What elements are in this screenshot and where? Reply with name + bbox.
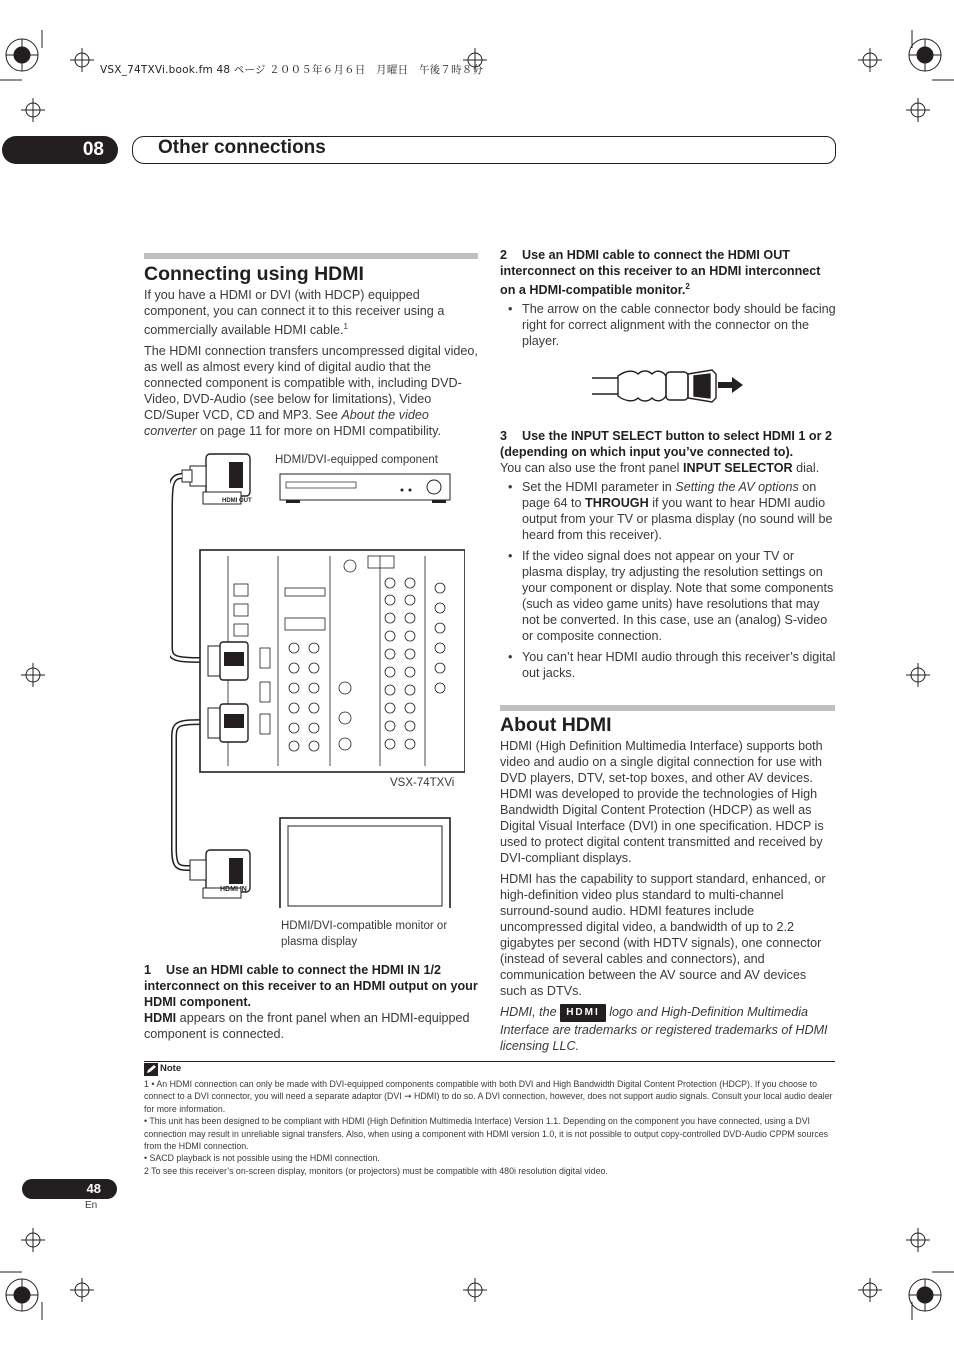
- hdmi-connection-diagram: [170, 448, 465, 908]
- hdmi-in-label: HDMI IN: [220, 886, 247, 893]
- crosshair-icon: [21, 663, 45, 687]
- section-heading-about-hdmi: About HDMI: [500, 714, 612, 736]
- note-line: • SACD playback is not possible using the HDMI connection.: [144, 1153, 380, 1164]
- list-item: • The arrow on the cable connector body should be facing right for correct alignment with the connector on the player.: [500, 301, 836, 349]
- hdmi-logo: HDMI: [560, 1004, 606, 1022]
- note-body: [144, 1078, 836, 1177]
- hdmi-cable-connector-illustration: [590, 352, 750, 422]
- corner-rosette-icon: [6, 1279, 38, 1311]
- about-paragraph-2: HDMI has the capability to support standard, enhanced, or high-definition video plus standard to multi-channel surround-sound audio. HDMI features include uncompressed digital video, a bandwidth of up to 2.2 gigabytes per second (with HDTV signals), one connector (instead of several cables and connectors), and communication between the AV source and AV devices such as DTVs.: [500, 872, 826, 998]
- about-hdmi-text: [500, 738, 836, 1059]
- step-3: [500, 428, 836, 686]
- step-2-title: 2 Use an HDMI cable to connect the HDMI OUT interconnect on this receiver to an HDMI interconnect on a HDMI-compatible monitor.$^2$: [500, 248, 821, 298]
- page-number: 48: [22, 1179, 117, 1199]
- crosshair-icon: [906, 98, 930, 122]
- crosshair-icon: [463, 1278, 487, 1302]
- corner-rosette-icon: [6, 39, 38, 71]
- list-item: • Set the HDMI parameter in Setting the AV options on page 64 to THROUGH if you want to hear HDMI audio output from your TV or plasma display (no sound will be heard from this receiver).: [500, 479, 836, 543]
- note-pencil-icon: [144, 1063, 158, 1076]
- note-line: 1 • An HDMI connection can only be made with DVI-equipped components compatible with both DVI and High Bandwidth Digital Content Protection (HDCP). If you choose to connect to a DVI connector, you will need a separate adaptor (DVI ➞ HDMI) to do so. A DVI connection, however, does not support audio signals. Consult your local audio dealer for more information.: [144, 1079, 833, 1114]
- step-1: [144, 962, 480, 1042]
- step-3-bullets: [500, 479, 836, 681]
- cross-reference: About the video converter: [144, 408, 429, 439]
- hdmi-in-plug-icon: [208, 642, 248, 680]
- intro-text: [144, 287, 480, 444]
- plasma-display-icon: [280, 818, 450, 908]
- note-title: Note: [160, 1063, 182, 1074]
- crosshair-icon: [70, 1278, 94, 1302]
- note-line: • This unit has been designed to be compliant with HDMI (High Definition Multimedia Interface) Version 1.1. Depending on the component you have connected, using a DVI connection may result in unreliable signal transfers. Also, when using a component with HDMI version 1.0, it is not possible to output copy-controlled DVD-Audio CPPM sources from the HDMI connection.: [144, 1116, 829, 1152]
- intro-paragraph-1: If you have a HDMI or DVI (with HDCP) equipped component, you can connect it to this receiver using a commercially available HDMI cable.$^1$: [144, 288, 445, 338]
- corner-rosette-icon: [909, 1279, 941, 1311]
- crosshair-icon: [858, 48, 882, 72]
- corner-rosette-icon: [909, 39, 941, 71]
- language-code: En: [85, 1200, 98, 1211]
- step-1-body: HDMI appears on the front panel when an HDMI-equipped component is connected.: [144, 1011, 470, 1041]
- receiver-caption: VSX-74TXVi: [390, 777, 455, 789]
- step-1-title: 1 Use an HDMI cable to connect the HDMI IN 1/2 interconnect on this receiver to an HDMI output on your HDMI component.: [144, 963, 478, 1009]
- list-item: • You can’t hear HDMI audio through this receiver’s digital out jacks.: [500, 649, 836, 681]
- dvd-player-icon: [280, 474, 450, 503]
- section-heading-connecting-hdmi: Connecting using HDMI: [144, 263, 364, 285]
- note-rule: [144, 1061, 835, 1062]
- crosshair-icon: [906, 1228, 930, 1252]
- step-2-bullets: [500, 301, 836, 349]
- crosshair-icon: [21, 1228, 45, 1252]
- monitor-caption: HDMI/DVI-compatible monitor or plasma display: [281, 920, 448, 948]
- step-3-body: You can also use the front panel INPUT SELECTOR dial.: [500, 461, 820, 475]
- hdmi-out-plug-receiver-icon: [208, 704, 248, 742]
- list-item: • If the video signal does not appear on your TV or plasma display, try adjusting the resolution settings on your component or display. Note that some components (such as video game units) have resolutions that may not be converted. In this case, use an (analog) S-video or composite connection.: [500, 548, 836, 644]
- arrow-right-icon: [718, 377, 743, 393]
- section-rule: [500, 705, 835, 711]
- step-2: [500, 247, 836, 354]
- trademark-paragraph: HDMI, the HDMI logo and High-Definition Multimedia Interface are trademarks or registered trademarks of HDMI licensing LLC.: [500, 1005, 828, 1053]
- hdmi-out-label: HDMI OUT: [222, 498, 252, 504]
- about-paragraph-1: HDMI (High Definition Multimedia Interface) supports both video and audio on a single digital connection for use with DVD players, DTV, set-top boxes, and other AV devices. HDMI was developed to provide the technologies of High Bandwidth Digital Content Protection (HDCP) as well as Digital Visual Interface (DVI) in one specification. HDCP is used to protect digital content transmitted and received by DVI-compliant displays.: [500, 739, 824, 865]
- crosshair-icon: [858, 1278, 882, 1302]
- component-caption: HDMI/DVI-equipped component: [275, 454, 438, 466]
- chapter-number-badge: 08: [2, 136, 118, 164]
- crosshair-icon: [906, 663, 930, 687]
- footnote-ref: 1: [343, 322, 348, 331]
- hdmi-out-plug-icon: [182, 454, 250, 504]
- step-3-title: 3 Use the INPUT SELECT button to select HDMI 1 or 2 (depending on which input you’ve connected to).: [500, 429, 832, 459]
- crosshair-icon: [21, 98, 45, 122]
- section-rule: [144, 253, 478, 259]
- chapter-title: Other connections: [158, 137, 326, 158]
- intro-paragraph-2: The HDMI connection transfers uncompressed digital video, as well as almost every kind of digital audio that the connected component is compatible with, including DVD-Video, DVD-Audio (see below for limitations), Video CD/Super VCD, CD and MP3. See About the video converter on page 11 for more on HDMI compatibility.: [144, 344, 478, 439]
- file-info-line: VSX_74TXVi.book.fm 48 ページ ２００５年６月６日 月曜日 午後７時８分: [100, 64, 484, 76]
- crosshair-icon: [70, 48, 94, 72]
- note-line: 2 To see this receiver’s on-screen display, monitors (or projectors) must be compatible with 480i resolution digital video.: [144, 1165, 608, 1176]
